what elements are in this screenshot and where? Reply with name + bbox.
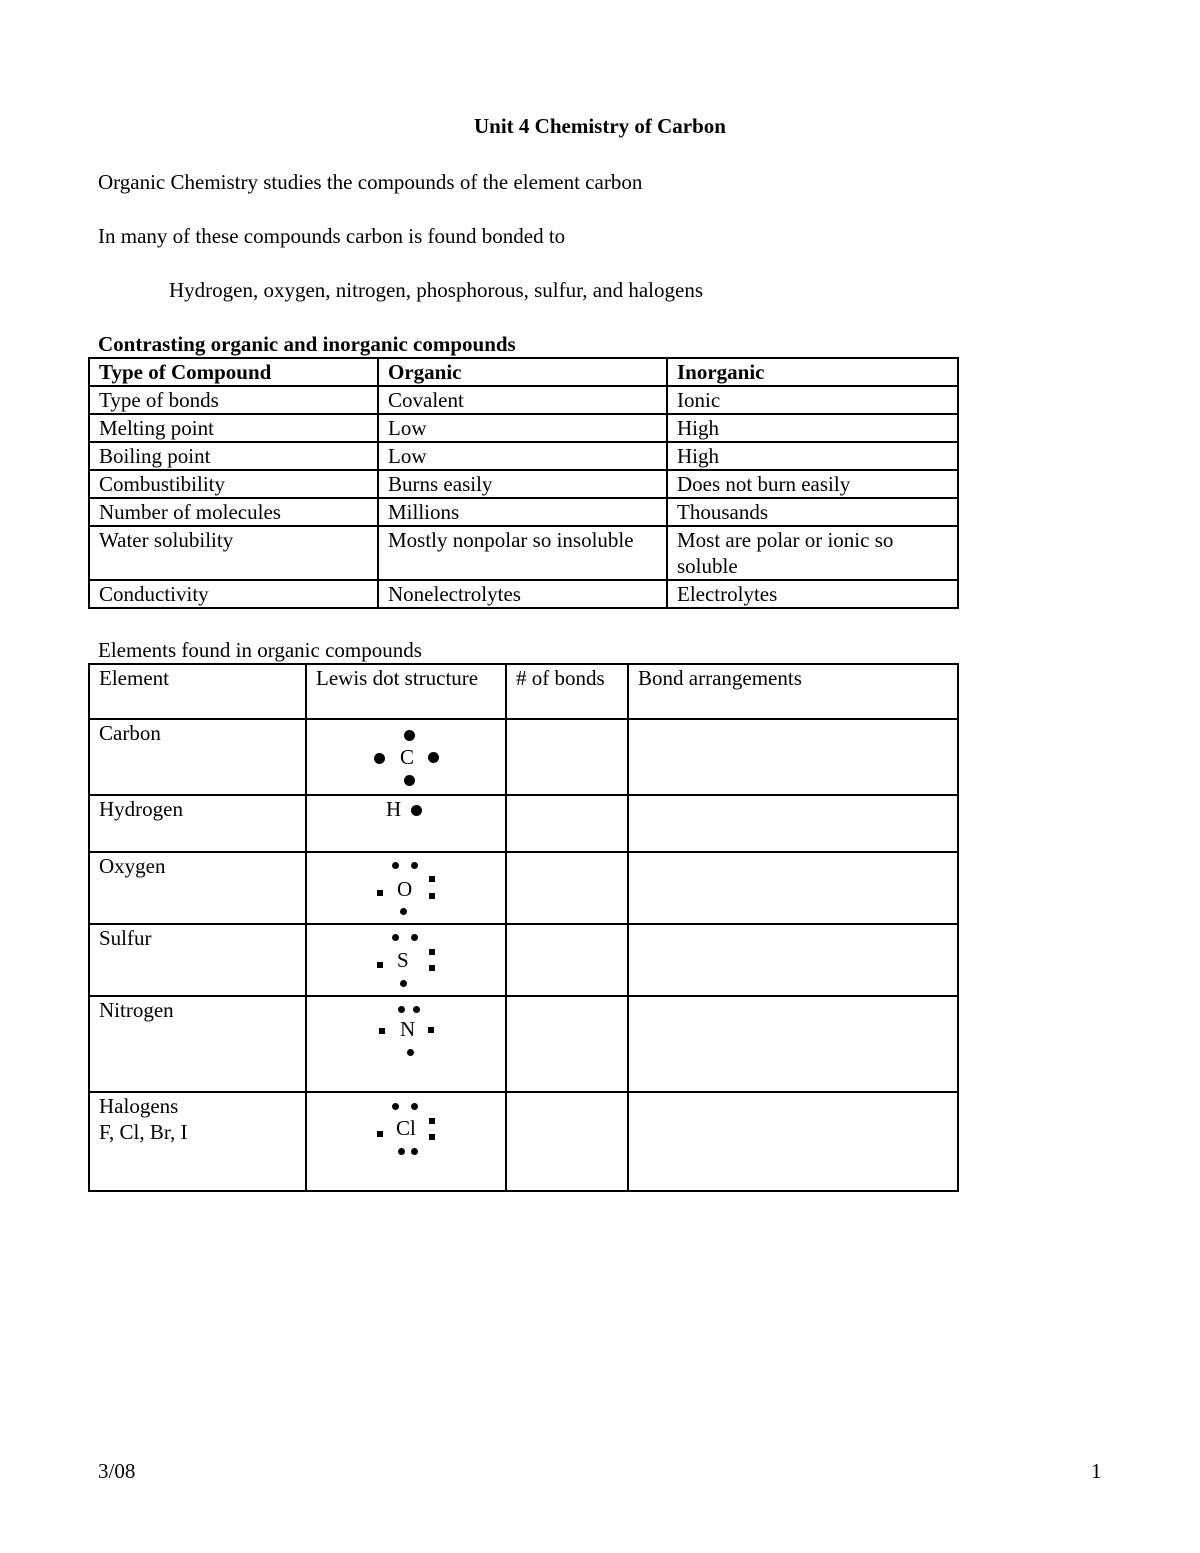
table-cell: Nonelectrolytes xyxy=(378,580,667,608)
table-cell: Millions xyxy=(378,498,667,526)
table-cell: High xyxy=(667,442,958,470)
elements-heading: Elements found in organic compounds xyxy=(98,638,422,662)
bonds-cell xyxy=(506,1092,628,1191)
intro-line-1: Organic Chemistry studies the compounds of the element carbon xyxy=(98,170,643,194)
element-symbol: H xyxy=(386,797,402,821)
electron-dot xyxy=(379,1028,385,1034)
electron-dot xyxy=(377,890,383,896)
table-cell: Burns easily xyxy=(378,470,667,498)
electron-dot xyxy=(377,962,383,968)
lewis-dot-cell xyxy=(306,852,506,924)
table-cell: Ionic xyxy=(667,386,958,414)
electron-dot xyxy=(411,805,422,816)
table-cell: Does not burn easily xyxy=(667,470,958,498)
element-name: Carbon xyxy=(89,719,306,795)
electron-dot xyxy=(411,1148,418,1155)
table-row xyxy=(89,1092,958,1191)
table-row xyxy=(89,924,958,996)
header-cell: Element xyxy=(89,664,306,719)
element-name: Nitrogen xyxy=(89,996,306,1092)
element-name: Sulfur xyxy=(89,924,306,996)
electron-dot xyxy=(392,862,399,869)
electron-dot xyxy=(429,876,435,882)
table-cell: Low xyxy=(378,414,667,442)
table-cell: Electrolytes xyxy=(667,580,958,608)
nitrogen-lewis-structure xyxy=(307,997,506,1091)
element-name-sub: F, Cl, Br, I xyxy=(99,1120,188,1144)
electron-dot xyxy=(429,1118,435,1124)
element-name-label: Halogens xyxy=(99,1094,179,1118)
element-name: Hydrogen xyxy=(89,795,306,852)
table-row xyxy=(89,526,958,580)
bonds-cell xyxy=(506,795,628,852)
table-cell: Water solubility xyxy=(89,526,378,580)
table-row xyxy=(89,719,958,795)
electron-dot xyxy=(411,1103,418,1110)
electron-dot xyxy=(400,908,407,915)
arrangements-cell xyxy=(628,924,958,996)
table-cell: Covalent xyxy=(378,386,667,414)
hydrogen-lewis-structure xyxy=(307,796,506,851)
header-cell: Inorganic xyxy=(667,358,958,386)
electron-dot xyxy=(429,893,435,899)
table-row xyxy=(89,470,958,498)
element-name: Oxygen xyxy=(89,852,306,924)
lewis-dot-cell xyxy=(306,795,506,852)
lewis-dot-cell xyxy=(306,1092,506,1191)
table-cell: Thousands xyxy=(667,498,958,526)
bonds-cell xyxy=(506,852,628,924)
element-name xyxy=(89,1092,306,1191)
halogen-lewis-structure xyxy=(307,1093,506,1190)
element-symbol: C xyxy=(400,745,415,769)
electron-dot xyxy=(411,934,418,941)
arrangements-cell xyxy=(628,996,958,1092)
header-cell: Organic xyxy=(378,358,667,386)
arrangements-cell xyxy=(628,852,958,924)
table-row xyxy=(89,442,958,470)
table-row xyxy=(89,498,958,526)
footer-date: 3/08 xyxy=(98,1459,136,1483)
electron-dot xyxy=(429,1134,435,1140)
electron-dot xyxy=(428,1027,434,1033)
table-row xyxy=(89,996,958,1092)
page-title: Unit 4 Chemistry of Carbon xyxy=(474,114,726,138)
table-row xyxy=(89,580,958,608)
bonds-cell xyxy=(506,996,628,1092)
header-cell: # of bonds xyxy=(506,664,628,719)
electron-dot xyxy=(404,775,415,786)
element-symbol: N xyxy=(400,1017,416,1041)
element-symbol: O xyxy=(397,877,413,901)
lewis-dot-cell xyxy=(306,924,506,996)
table-cell: Combustibility xyxy=(89,470,378,498)
page-number: 1 xyxy=(1091,1459,1102,1483)
lewis-dot-cell xyxy=(306,996,506,1092)
table-cell: Mostly nonpolar so insoluble xyxy=(378,526,667,580)
contrast-table xyxy=(88,357,959,609)
element-symbol: Cl xyxy=(396,1116,416,1140)
table-cell: High xyxy=(667,414,958,442)
electron-dot xyxy=(392,1103,399,1110)
contrast-heading: Contrasting organic and inorganic compounds xyxy=(98,332,516,356)
table-cell: Melting point xyxy=(89,414,378,442)
arrangements-cell xyxy=(628,719,958,795)
electron-dot xyxy=(429,949,435,955)
table-cell: Number of molecules xyxy=(89,498,378,526)
electron-dot xyxy=(400,980,407,987)
electron-dot xyxy=(428,752,439,763)
table-cell: Type of bonds xyxy=(89,386,378,414)
electron-dot xyxy=(407,1049,414,1056)
oxygen-lewis-structure xyxy=(307,853,506,923)
carbon-lewis-structure xyxy=(307,720,506,794)
table-header-row xyxy=(89,664,958,719)
electron-dot xyxy=(398,1006,405,1013)
electron-dot xyxy=(377,1131,383,1137)
bonds-cell xyxy=(506,719,628,795)
header-cell: Type of Compound xyxy=(89,358,378,386)
intro-line-3: Hydrogen, oxygen, nitrogen, phosphorous, sulfur, and halogens xyxy=(169,278,703,302)
electron-dot xyxy=(411,862,418,869)
element-symbol: S xyxy=(397,948,409,972)
intro-line-2: In many of these compounds carbon is found bonded to xyxy=(98,224,566,248)
electron-dot xyxy=(392,934,399,941)
arrangements-cell xyxy=(628,795,958,852)
header-cell: Lewis dot structure xyxy=(306,664,506,719)
electron-dot xyxy=(398,1148,405,1155)
elements-table xyxy=(88,663,959,1192)
table-row xyxy=(89,852,958,924)
table-row xyxy=(89,414,958,442)
electron-dot xyxy=(413,1006,420,1013)
table-row xyxy=(89,795,958,852)
electron-dot xyxy=(404,730,415,741)
bonds-cell xyxy=(506,924,628,996)
header-cell: Bond arrangements xyxy=(628,664,958,719)
sulfur-lewis-structure xyxy=(307,925,506,995)
arrangements-cell xyxy=(628,1092,958,1191)
table-row xyxy=(89,386,958,414)
table-cell: Conductivity xyxy=(89,580,378,608)
electron-dot xyxy=(374,753,385,764)
table-cell: Most are polar or ionic so soluble xyxy=(667,526,958,580)
electron-dot xyxy=(429,965,435,971)
table-header-row xyxy=(89,358,958,386)
table-cell: Low xyxy=(378,442,667,470)
lewis-dot-cell xyxy=(306,719,506,795)
table-cell: Boiling point xyxy=(89,442,378,470)
